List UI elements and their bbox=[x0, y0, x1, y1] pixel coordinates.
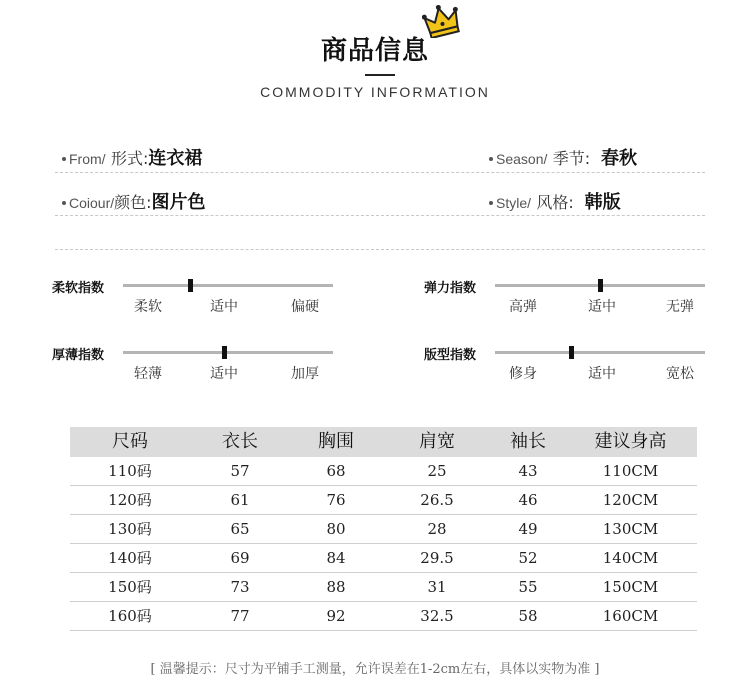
divider bbox=[55, 249, 705, 250]
column-header: 肩宽 bbox=[419, 431, 455, 452]
season-value: 春秋 bbox=[601, 148, 637, 169]
from-label-en: From/ bbox=[69, 151, 106, 167]
table-cell: 58 bbox=[518, 607, 538, 625]
softness-marker bbox=[188, 279, 193, 292]
table-row bbox=[70, 573, 697, 602]
softness-option: 适中 bbox=[210, 299, 238, 315]
from-value: 连衣裙 bbox=[148, 148, 203, 169]
season-label-en: Season/ bbox=[496, 151, 548, 167]
fit-option: 修身 bbox=[509, 366, 537, 382]
style-label-cn: 风格: bbox=[536, 193, 574, 212]
table-cell: 150码 bbox=[108, 578, 152, 596]
column-header: 建议身高 bbox=[594, 431, 667, 452]
table-cell: 49 bbox=[518, 520, 538, 538]
page-subtitle: COMMODITY INFORMATION bbox=[260, 84, 490, 100]
column-header: 袖长 bbox=[510, 431, 546, 452]
bullet-icon bbox=[62, 157, 66, 161]
title-underline bbox=[365, 74, 395, 76]
elasticity-option: 无弹 bbox=[666, 299, 694, 315]
softness-label: 柔软指数 bbox=[52, 281, 105, 296]
info-from bbox=[62, 144, 202, 170]
column-header: 尺码 bbox=[112, 431, 148, 452]
table-cell: 77 bbox=[230, 607, 250, 625]
softness-track bbox=[123, 284, 333, 287]
colour-label-en: Coiour/ bbox=[69, 195, 115, 211]
elasticity-marker bbox=[598, 279, 603, 292]
divider bbox=[55, 215, 705, 216]
elasticity-label: 弹力指数 bbox=[424, 281, 477, 296]
table-cell: 61 bbox=[230, 491, 250, 509]
table-cell: 88 bbox=[326, 578, 346, 596]
table-row bbox=[70, 515, 697, 544]
table-cell: 55 bbox=[518, 578, 538, 596]
elasticity-option: 适中 bbox=[588, 299, 616, 315]
table-cell: 29.5 bbox=[420, 549, 454, 567]
fit-option: 宽松 bbox=[666, 366, 694, 382]
table-cell: 84 bbox=[326, 549, 346, 567]
fit-option: 适中 bbox=[588, 366, 616, 382]
bullet-icon bbox=[62, 201, 66, 205]
table-cell: 69 bbox=[230, 549, 250, 567]
table-cell: 140码 bbox=[108, 549, 152, 567]
size-table bbox=[70, 427, 697, 631]
season-label-cn: 季节: bbox=[552, 149, 591, 168]
table-cell: 26.5 bbox=[420, 491, 454, 509]
table-cell: 150CM bbox=[602, 578, 659, 596]
table-row bbox=[70, 457, 697, 486]
thickness-option: 适中 bbox=[210, 366, 238, 382]
colour-value: 图片色 bbox=[151, 192, 206, 213]
table-cell: 120码 bbox=[108, 491, 152, 509]
thickness-option: 轻薄 bbox=[134, 366, 162, 382]
table-cell: 92 bbox=[326, 607, 346, 625]
info-colour bbox=[62, 188, 206, 214]
table-cell: 25 bbox=[427, 462, 447, 480]
from-label-cn: 形式: bbox=[110, 149, 149, 168]
table-cell: 140CM bbox=[602, 549, 659, 567]
fit-marker bbox=[569, 346, 574, 359]
table-cell: 130码 bbox=[108, 520, 152, 538]
crown-icon bbox=[422, 2, 462, 38]
table-cell: 110码 bbox=[108, 462, 152, 480]
table-row bbox=[70, 602, 697, 631]
table-cell: 32.5 bbox=[420, 607, 454, 625]
style-value: 韩版 bbox=[584, 192, 621, 213]
table-header bbox=[70, 427, 697, 457]
table-row bbox=[70, 544, 697, 573]
table-row bbox=[70, 486, 697, 515]
thickness-label: 厚薄指数 bbox=[52, 348, 105, 363]
table-cell: 120CM bbox=[602, 491, 659, 509]
table-cell: 110CM bbox=[602, 462, 659, 480]
table-cell: 57 bbox=[230, 462, 250, 480]
table-cell: 43 bbox=[518, 462, 538, 480]
table-cell: 52 bbox=[518, 549, 538, 567]
bullet-icon bbox=[489, 157, 493, 161]
elasticity-option: 高弹 bbox=[509, 299, 537, 315]
column-header: 衣长 bbox=[222, 431, 258, 452]
table-body bbox=[70, 457, 697, 631]
thickness-marker bbox=[222, 346, 227, 359]
table-cell: 65 bbox=[230, 520, 250, 538]
softness-option: 偏硬 bbox=[291, 299, 319, 315]
table-cell: 160CM bbox=[602, 607, 659, 625]
measurement-note: [ 温馨提示：尺寸为平铺手工测量，允许误差在1-2cm左右，具体以实物为准 ] bbox=[150, 662, 600, 677]
page-title: 商品信息 bbox=[320, 36, 429, 66]
table-cell: 80 bbox=[326, 520, 346, 538]
table-cell: 68 bbox=[326, 462, 346, 480]
fit-track bbox=[495, 351, 705, 354]
fit-label: 版型指数 bbox=[424, 348, 477, 363]
table-cell: 76 bbox=[326, 491, 346, 509]
thickness-track bbox=[123, 351, 333, 354]
info-style bbox=[489, 188, 621, 214]
bullet-icon bbox=[489, 201, 493, 205]
table-cell: 73 bbox=[230, 578, 250, 596]
table-cell: 160码 bbox=[108, 607, 152, 625]
table-cell: 31 bbox=[427, 578, 447, 596]
table-cell: 28 bbox=[427, 520, 447, 538]
softness-option: 柔软 bbox=[134, 299, 162, 315]
table-cell: 46 bbox=[518, 491, 538, 509]
elasticity-track bbox=[495, 284, 705, 287]
table-cell: 130CM bbox=[602, 520, 659, 538]
info-season bbox=[489, 144, 637, 170]
style-label-en: Style/ bbox=[496, 195, 532, 211]
divider bbox=[55, 172, 705, 173]
column-header: 胸围 bbox=[318, 431, 354, 452]
thickness-option: 加厚 bbox=[291, 366, 319, 382]
colour-label-cn: 颜色: bbox=[114, 193, 152, 212]
